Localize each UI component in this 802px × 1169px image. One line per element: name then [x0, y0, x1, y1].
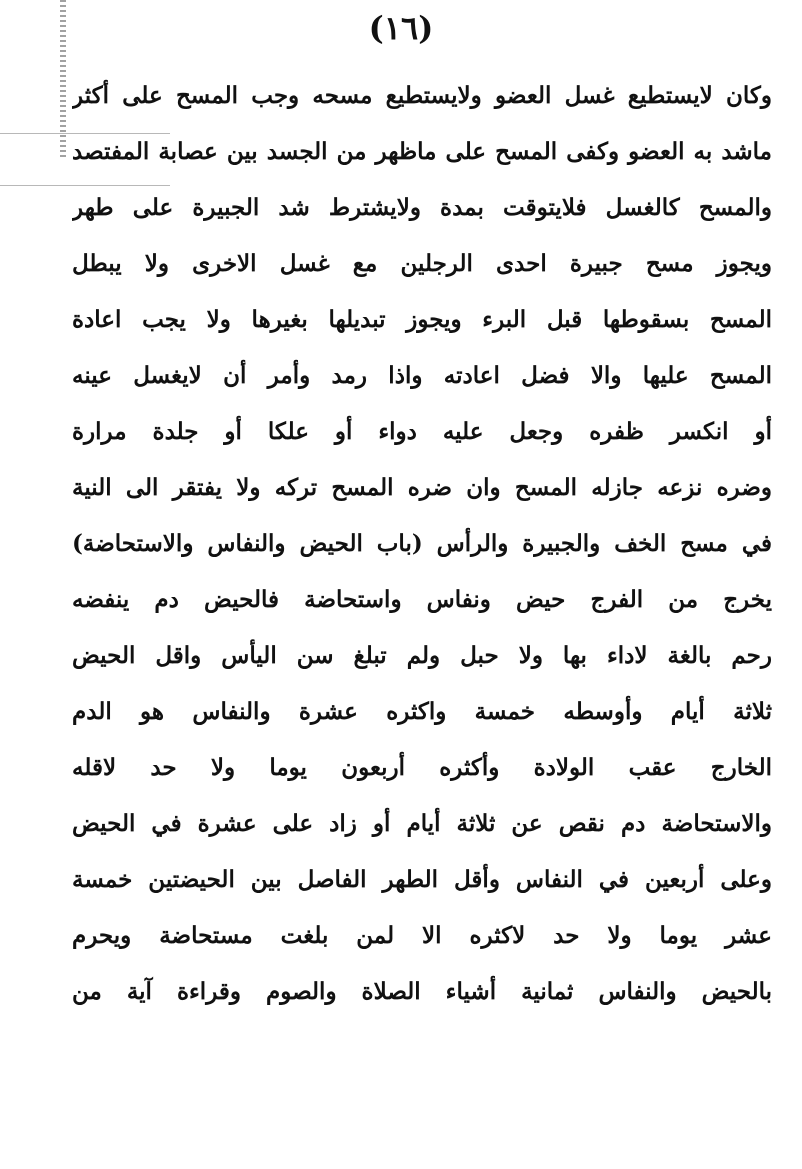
text-line: بالحيض والنفاس ثمانية أشياء الصلاة والصوم وقراءة آية من [72, 978, 772, 1005]
text-line: أو انكسر ظفره وجعل عليه دواء أو علكا أو جلدة مرارة [72, 418, 772, 445]
section-heading-line: في مسح الخف والجبيرة والرأس (باب الحيض والنفاس والاستحاضة) [72, 530, 772, 557]
text-line: عشر يوما ولا حد لاكثره الا لمن بلغت مستحاضة ويحرم [72, 922, 772, 949]
text-line: المسح عليها والا فضل اعادته واذا رمد وأمر أن لايغسل عينه [72, 362, 772, 389]
text-line: ماشد به العضو وكفى المسح على ماظهر من الجسد بين عصابة المفتصد [72, 138, 772, 165]
text-line: ويجوز مسح جبيرة احدى الرجلين مع غسل الاخرى ولا يبطل [72, 250, 772, 277]
text-line: المسح بسقوطها قبل البرء ويجوز تبديلها بغيرها ولا يجب اعادة [72, 306, 772, 333]
text-line: والاستحاضة دم نقص عن ثلاثة أيام أو زاد على عشرة في الحيض [72, 810, 772, 837]
text-line: رحم بالغة لاداء بها ولا حبل ولم تبلغ سن اليأس واقل الحيض [72, 642, 772, 669]
body-text [72, 68, 772, 1020]
text-line: وضره نزعه جازله المسح وان ضره المسح تركه ولا يفتقر الى النية [72, 474, 772, 501]
text-line: وعلى أربعين في النفاس وأقل الطهر الفاصل بين الحيضتين خمسة [72, 866, 772, 893]
text-line: يخرج من الفرج حيض ونفاس واستحاضة فالحيض دم ينفضه [72, 586, 772, 613]
page-number: (١٦) [368, 9, 434, 47]
text-line: ثلاثة أيام وأوسطه خمسة واكثره عشرة والنفاس هو الدم [72, 698, 772, 725]
text-line: وكان لايستطيع غسل العضو ولايستطيع مسحه وجب المسح على أكثر [72, 82, 772, 109]
text-line: والمسح كالغسل فلايتوقت بمدة ولايشترط شد الجبيرة على طهر [72, 194, 772, 221]
text-line: الخارج عقب الولادة وأكثره أربعون يوما ولا حد لاقله [72, 754, 772, 781]
